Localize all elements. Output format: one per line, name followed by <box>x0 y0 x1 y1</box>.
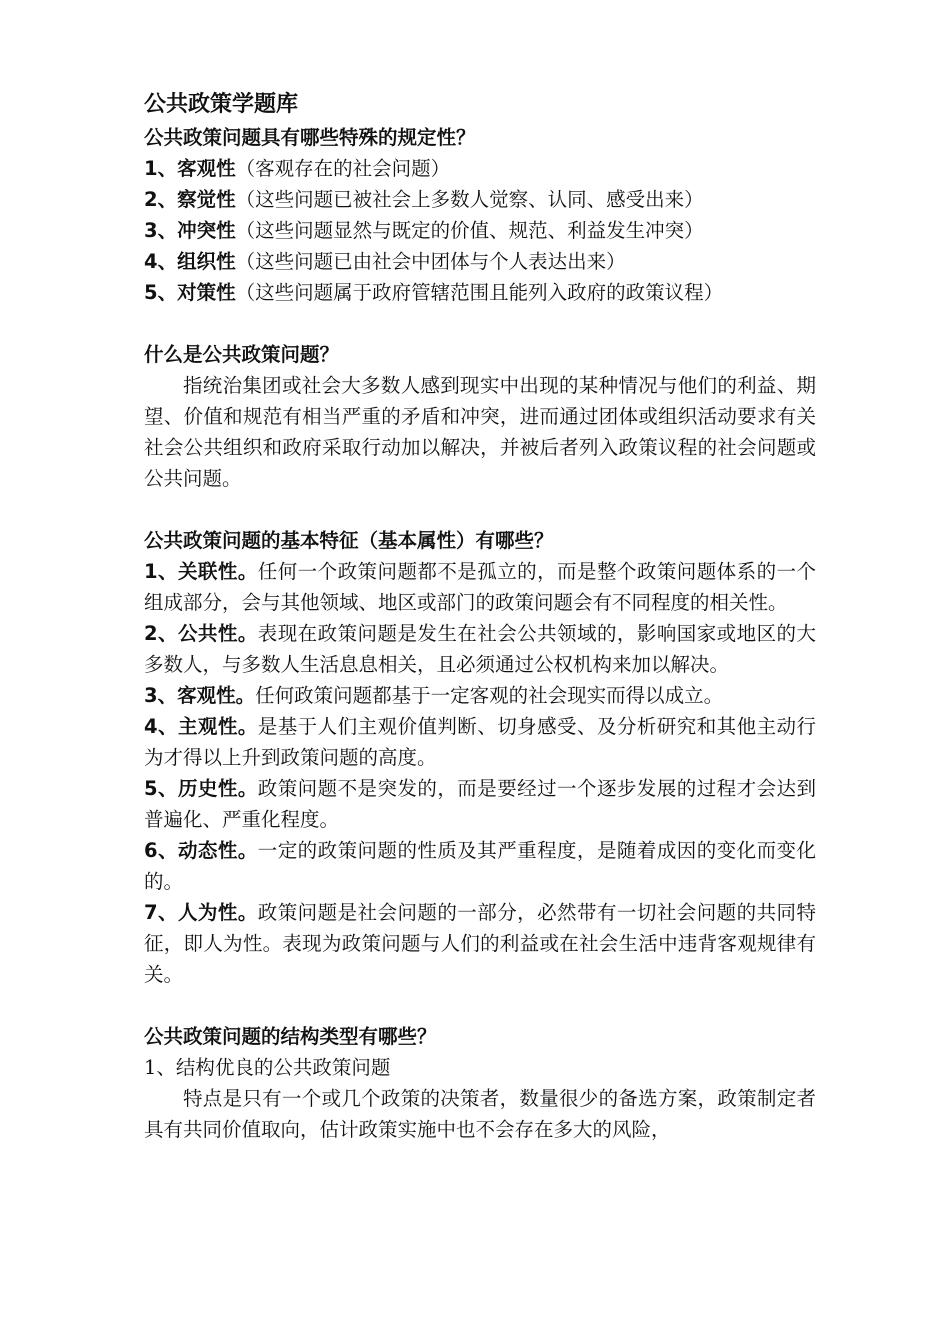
list-item <box>144 246 816 277</box>
item-text: 表现在政策问题是发生在社会公共领域的，影响国家或地区的大多数人，与多数人生活息息相关，且必须通过公权机构来加以解决。 <box>144 622 816 676</box>
item-head: 3、冲突性 <box>144 219 236 242</box>
list-item <box>144 153 816 184</box>
item-text: 政策问题不是突发的，而是要经过一个逐步发展的过程才会达到普遍化、严重化程度。 <box>144 777 816 831</box>
list-item <box>144 618 816 680</box>
item-text: （这些问题已被社会上多数人觉察、认同、感受出来） <box>235 188 704 211</box>
document-content <box>144 88 816 1145</box>
section-1-list <box>144 153 816 308</box>
item-head: 1、关联性。 <box>144 560 258 583</box>
section-spacer <box>144 308 816 339</box>
section-4-question: 公共政策问题的结构类型有哪些？ <box>144 1025 437 1048</box>
list-item <box>144 711 816 773</box>
list-item <box>144 556 816 618</box>
item-text: （这些问题已由社会中团体与个人表达出来） <box>235 250 626 273</box>
item-text: （这些问题属于政府管辖范围且能列入政府的政策议程） <box>235 281 724 304</box>
section-3-question: 公共政策问题的基本特征（基本属性）有哪些？ <box>144 529 554 552</box>
item-text: 是基于人们主观价值判断、切身感受、及分析研究和其他主动行为才得以上升到政策问题的高度。 <box>144 715 816 769</box>
section-2-question: 什么是公共政策问题？ <box>144 343 340 366</box>
item-head: 5、历史性。 <box>144 777 258 800</box>
item-text: （客观存在的社会问题） <box>235 157 451 180</box>
list-item <box>144 184 816 215</box>
item-head: 3、客观性。 <box>144 684 256 707</box>
item-head: 7、人为性。 <box>144 901 258 924</box>
section-2-answer: 指统治集团或社会大多数人感到现实中出现的某种情况与他们的利益、期望、价值和规范有相当严重的矛盾和冲突，进而通过团体或组织活动要求有关社会公共组织和政府采取行动加以解决，并被后者列入政策议程的社会问题或公共问题。 <box>144 374 816 490</box>
section-4-subheading: 1、结构优良的公共政策问题 <box>144 1056 391 1079</box>
list-item <box>144 773 816 835</box>
item-head: 1、客观性 <box>144 157 236 180</box>
list-item <box>144 277 816 308</box>
item-text: （这些问题显然与既定的价值、规范、利益发生冲突） <box>235 219 704 242</box>
section-1-question: 公共政策问题具有哪些特殊的规定性？ <box>144 126 476 149</box>
list-item <box>144 680 816 711</box>
list-item <box>144 215 816 246</box>
section-spacer <box>144 494 816 525</box>
item-text: 任何政策问题都基于一定客观的社会现实而得以成立。 <box>255 684 724 707</box>
section-4-text: 特点是只有一个或几个政策的决策者，数量很少的备选方案，政策制定者具有共同价值取向，估计政策实施中也不会存在多大的风险， <box>144 1087 816 1141</box>
item-head: 6、动态性。 <box>144 839 258 862</box>
item-text: 政策问题是社会问题的一部分，必然带有一切社会问题的共同特征，即人为性。表现为政策问题与人们的利益或在社会生活中违背客观规律有关。 <box>144 901 816 986</box>
item-head: 5、对策性 <box>144 281 236 304</box>
document-title: 公共政策学题库 <box>144 92 299 117</box>
list-item <box>144 835 816 897</box>
item-head: 2、公共性。 <box>144 622 258 645</box>
item-text: 一定的政策问题的性质及其严重程度，是随着成因的变化而变化的。 <box>144 839 816 893</box>
item-head: 4、组织性 <box>144 250 236 273</box>
list-item <box>144 897 816 990</box>
section-spacer <box>144 990 816 1021</box>
item-text: 任何一个政策问题都不是孤立的，而是整个政策问题体系的一个组成部分，会与其他领域、地区或部门的政策问题会有不同程度的相关性。 <box>144 560 816 614</box>
item-head: 4、主观性。 <box>144 715 258 738</box>
item-head: 2、察觉性 <box>144 188 236 211</box>
section-3-list <box>144 556 816 990</box>
